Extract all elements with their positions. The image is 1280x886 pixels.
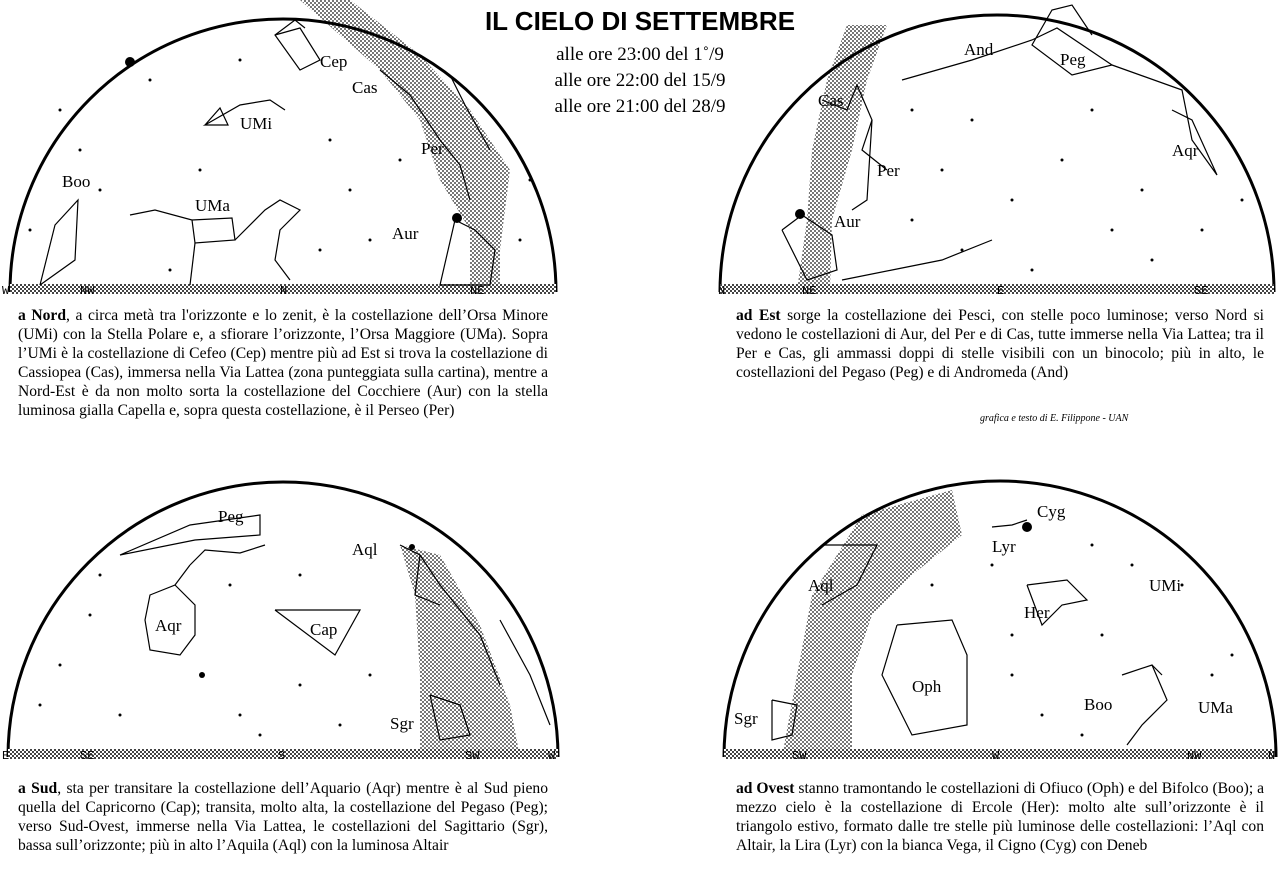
label-cyg: Cyg	[1037, 502, 1066, 521]
east-sky-map	[712, 0, 1280, 300]
label-her: Her	[1024, 603, 1050, 622]
south-sky-map	[0, 475, 570, 767]
dir-n: N	[280, 284, 288, 298]
label-uma: UMa	[195, 196, 230, 215]
north-caption-lead: a Nord	[18, 307, 67, 324]
dir-w: W	[548, 749, 556, 763]
east-caption-text: sorge la costellazione dei Pesci, con stelle poco luminose; verso Nord si vedono le costellazioni di Aur, del Per e di Cas, tutte immerse nella Via Lattea; tra il Per e Cas, gli ammassi doppi di stelle visibili con un binocolo; più in alto, le costellazioni del Pegaso (Peg) e di Andromeda (And)	[736, 307, 1264, 381]
milky-way-band	[400, 545, 520, 757]
label-peg: Peg	[1060, 50, 1086, 69]
stars	[39, 544, 416, 737]
label-aql: Aql	[808, 576, 834, 595]
stars	[795, 109, 1244, 272]
label-umi: UMi	[1149, 576, 1182, 595]
dir-se: SE	[80, 749, 95, 763]
east-caption-lead: ad Est	[736, 307, 781, 324]
label-umi: UMi	[240, 114, 273, 133]
dir-se: SE	[1194, 284, 1209, 298]
credit: grafica e testo di E. Filippone - UAN	[980, 413, 1129, 424]
west-caption-lead: ad Ovest	[736, 780, 795, 797]
dir-n: N	[1268, 749, 1276, 763]
west-caption	[736, 779, 1264, 855]
south-caption-lead: a Sud	[18, 780, 58, 797]
west-sky-map	[712, 475, 1280, 767]
label-aur: Aur	[392, 224, 419, 243]
label-sgr: Sgr	[390, 714, 414, 733]
dir-w: W	[2, 284, 10, 298]
dir-n: N	[718, 284, 726, 298]
label-per: Per	[877, 161, 900, 180]
dir-e: E	[2, 749, 10, 763]
label-aur: Aur	[834, 212, 861, 231]
north-caption	[18, 306, 548, 420]
dir-sw: SW	[792, 749, 807, 763]
milky-way-band	[797, 25, 887, 290]
label-boo: Boo	[1084, 695, 1113, 714]
dir-s: S	[278, 749, 286, 763]
label-cep: Cep	[320, 52, 348, 71]
south-caption-text: , sta per transitare la costellazione dell’Aquario (Aqr) mentre è al Sud pieno quella del Capricorno (Cap); transita, molto alta, la costellazione del Pegaso (Peg); verso Sud-Ovest, immerse nella Via Lattea, le costellazioni del Sagittario (Sgr), bassa sull’orizzonte; più in alto l’Aquila (Aql) con la luminosa Altair	[18, 780, 549, 854]
label-cap: Cap	[310, 620, 338, 639]
label-boo: Boo	[62, 172, 91, 191]
north-sky-map	[0, 0, 570, 300]
east-caption	[736, 306, 1264, 382]
time-line-2: alle ore 22:00 del 15/9	[554, 70, 726, 91]
label-oph: Oph	[912, 677, 942, 696]
time-line-1: alle ore 23:00 del 1˚/9	[556, 44, 724, 65]
page-title: IL CIELO DI SETTEMBRE	[484, 6, 796, 36]
label-aqr: Aqr	[155, 616, 182, 635]
label-aql: Aql	[352, 540, 378, 559]
label-uma: UMa	[1198, 698, 1233, 717]
label-and: And	[964, 40, 994, 59]
dir-nw: NW	[1187, 749, 1202, 763]
dir-sw: SW	[465, 749, 480, 763]
label-lyr: Lyr	[992, 537, 1016, 556]
label-per: Per	[421, 139, 444, 158]
label-cas: Cas	[352, 78, 378, 97]
dir-w: W	[992, 749, 1000, 763]
label-sgr: Sgr	[734, 709, 758, 728]
dir-ne: NE	[802, 284, 817, 298]
milky-way-band	[782, 490, 962, 757]
time-line-3: alle ore 21:00 del 28/9	[554, 96, 726, 117]
label-peg: Peg	[218, 507, 244, 526]
dir-ne: NE	[470, 284, 485, 298]
label-cas: Cas	[818, 91, 844, 110]
west-caption-text: stanno tramontando le costellazioni di Ofiuco (Oph) e del Bifolco (Boo); a mezzo cielo è la costellazione di Ercole (Her): molto alte sull’orizzonte è il triangolo estivo, formato dalle tre stelle più luminose delle costellazioni: l’Aql con Altair, la Lira (Lyr) con la bianca Vega, il Cigno (Cyg) con Deneb	[736, 780, 1264, 854]
milky-way-band	[300, 0, 510, 290]
dir-nw: NW	[80, 284, 95, 298]
south-caption	[18, 779, 548, 855]
dir-e: E	[997, 284, 1005, 298]
label-aqr: Aqr	[1172, 141, 1199, 160]
north-caption-text: , a circa metà tra l'orizzonte e lo zenit, è la costellazione dell’Orsa Minore (UMi) con la Stella Polare e, a sfiorare l’orizzonte, l’Orsa Maggiore (UMa). Sopra l’UMi è la costellazione di Cefeo (Cep) mentre più ad Est si trova la costellazione di Cassiopea (Cas), immersa nella Via Lattea (zona punteggiata sulla cartina), mentre a Nord-Est è da non molto sorta la costellazione del Cocchiere (Aur) con la stella luminosa gialla Capella e, sopra questa costellazione, è il Perseo (Per)	[18, 307, 548, 419]
